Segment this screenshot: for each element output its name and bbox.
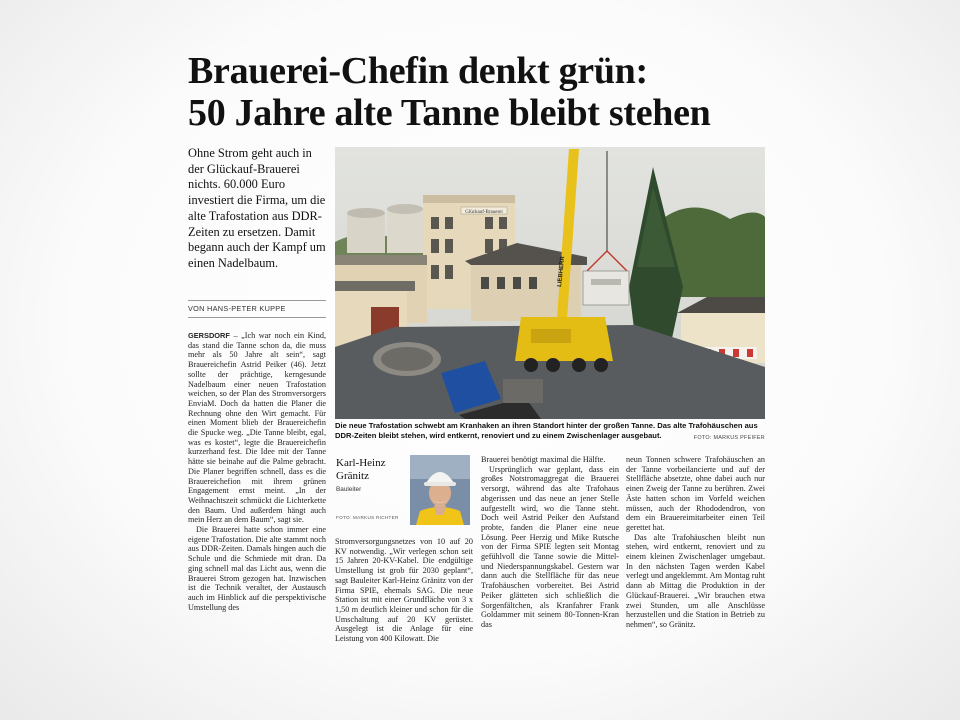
article-column-1: [188, 331, 326, 612]
article-column-2: [335, 537, 473, 644]
dateline: GERSDORF: [188, 331, 230, 340]
divider-rule: [188, 317, 326, 318]
body-paragraph: Die Brauerei hatte schon immer eine eigene Trafostation. Die alte stammt noch aus DDR-Zeiten. Damals hingen auch die Schule und die Schmiede mit dran. Da ging schnell mal das Licht aus, wenn die Brauerei Strom gezogen hat. Inzwischen ist die Technik veraltet, der Austausch auch im Hinblick auf die perspektivische Umstellung des: [188, 525, 326, 612]
photo-credit: FOTO: MARKUS PFEIFER: [693, 435, 765, 441]
headline-line-1: Brauerei-Chefin denkt grün:: [188, 50, 648, 92]
body-paragraph: [188, 331, 326, 525]
infobox-name: Karl-Heinz Gränitz: [336, 457, 386, 482]
infobox-role: Bauleiter: [336, 486, 362, 493]
body-paragraph: Das alte Trafohäuschen bleibt nun stehen, wird entkernt, renoviert und zu einem kleinen Zwischenlager umgebaut. In den nächsten Tagen werden Kabel verlegt und angeklemmt. Am Montag ruht dann ab Mittag die Produktion in der Glückauf-Brauerei. „Wir brauchen etwa zwei Stunden, um alle Anschlüsse herzustellen und die Station in Betrieb zu nehmen“, so Gränitz.: [626, 532, 765, 629]
body-paragraph: Ursprünglich war geplant, dass ein großes Notstromaggregat die Brauerei versorgt, während das alte Trafohaus abgerissen und das neue an jener Stelle aufgestellt wird, wo die Tanne steht. Doch weil Astrid Peiker den Aufstand probte, fanden die Planer eine neue Lösung. Peer Herzig und Mike Rutsche von der Firma SPIE legten seit Montag gefühlvoll die Tanne sowie die Mittel- und Niederspannungskabel. Gestern war dann auch die Stellfläche für das neue Trafohäuschen vorbereitet. Bei Astrid Peiker glätteten sich schließlich die Sorgenfältchen, als Kranfahrer Frank Goldammer mit seinem 80-Tonnen-Kran das: [481, 464, 619, 629]
article-column-4: [626, 455, 765, 630]
lead-paragraph: Ohne Strom geht auch in der Glückauf-Brauerei nichts. 60.000 Euro investiert die Firma, um die alte Trafostation aus DDR-Zeiten zu ersetzen. Damit begann auch der Kampf um einen Nadelbaum.: [188, 146, 326, 270]
brewery-sign: Glückauf-Brauerei: [465, 210, 503, 215]
divider-rule: [188, 300, 326, 301]
author-byline: VON HANS-PETER KUPPE: [188, 304, 286, 313]
body-paragraph: neun Tonnen schwere Trafohäuschen an der Tanne vorbeilancierte und auf der Stellfläche absetzte, ohne dabei auch nur einen Zweig der Tanne zu berühren. Zwei Äste hatten schon im Vorfeld weichen müssen, auch der Rhododendron, von dem ein Brauereimitarbeiter einen Teil gerettet hat.: [626, 455, 765, 532]
infobox-photo-credit: FOTO: MARKUS RICHTER: [336, 515, 399, 520]
caption-text: Die neue Trafostation schwebt am Kranhaken an ihren Standort hinter der großen Tanne. Das alte Trafohäuschen aus DDR-Zeiten bleibt stehen, wird entkernt, renoviert und zu einem Zwischenlager ausgebaut.: [335, 421, 758, 440]
crane-brand: LIEBHERR: [557, 256, 567, 288]
body-paragraph: Stromversorgungsnetzes von 10 auf 20 KV notwendig. „Wir verlegen schon seit 15 Jahren 20-KV-Kabel. Die endgültige Umstellung ist grob für 2030 geplant“, sagt Bauleiter Karl-Heinz Gränitz von der Firma SPIE, ehemals SAG. Die neue Station ist mit einer Grundfläche von 3 x 1,50 m deutlich kleiner und schon für die Umschaltung auf 20 KV gerüstet. Ausgelegt ist die Anlage für eine Leistung von 400 Kilowatt. Die: [335, 537, 473, 644]
body-paragraph: Brauerei benötigt maximal die Hälfte.: [481, 455, 606, 464]
headline-line-2: 50 Jahre alte Tanne bleibt stehen: [188, 92, 711, 134]
portrait-bauleiter: [410, 455, 470, 525]
article-column-3: [481, 455, 619, 630]
portrait-photo: [410, 455, 470, 525]
photo-brewery-crane: [335, 147, 765, 419]
photo-caption: [335, 421, 765, 443]
body-text: – „Ich war noch ein Kind, das stand die Tanne schon da, die muss mehr als 50 Jahre alt sein“, sagt Brauereichefin Astrid Peiker (46). Jetzt sollte der prächtige, kerngesunde Nadelbaum einer neuen Trafostation weichen, so der Plan des Stromversorgers EnviaM. Doch da hatten die Planer die Rechnung ohne den Wirt gemacht. Für einen Moment blieb der Brauereichefin die Spucke weg. „Die Tanne bleibt, egal, was es kostet“, legte die Brauereichefin kurzerhand fest. Die Idee mit der Tanne hätte sie beinahe auf die Palme gebracht. Die Planer begriffen schnell, dass es die Brauereichefion mit ihrem grünen Engagement ernst meint. „In der Weihnachtszeit schmückt die Lichterkette den Baum. Und außerdem hängt auch mein Herz an dem Baum“, sagt sie.: [188, 331, 327, 525]
headline: [188, 50, 788, 134]
article-photo: [335, 147, 765, 419]
